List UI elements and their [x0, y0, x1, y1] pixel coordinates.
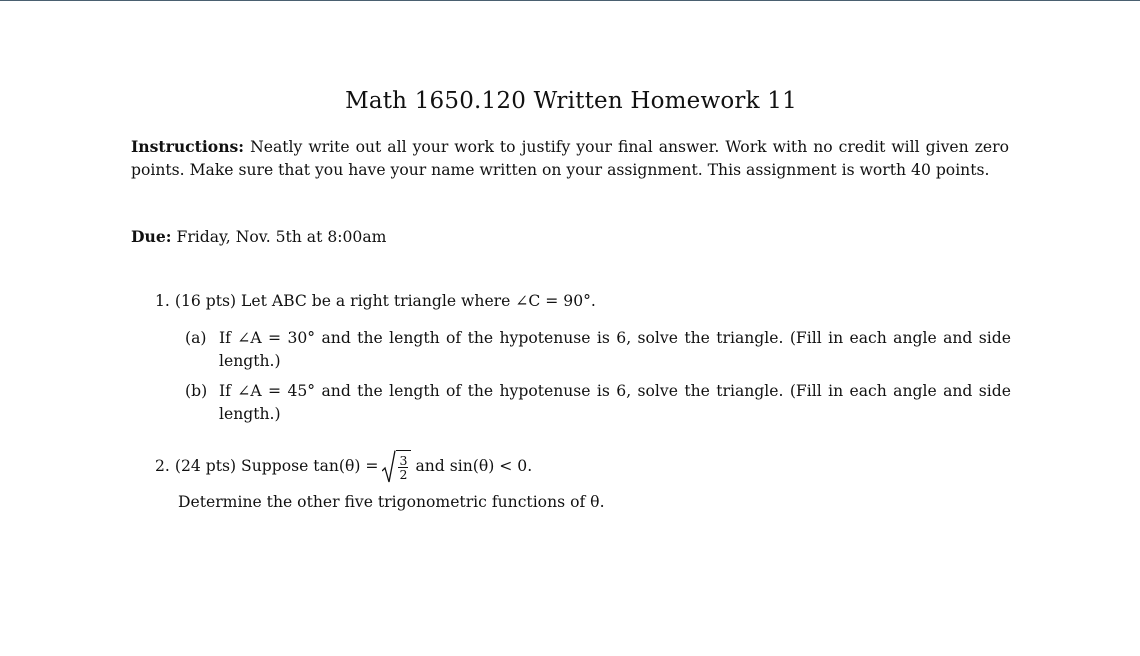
window-top-border — [0, 0, 1140, 1]
problem-2-text-before: (24 pts) Suppose tan(θ) = — [174, 457, 379, 475]
due-date — [131, 226, 386, 248]
fraction-denominator: 2 — [399, 467, 408, 482]
problem-1b-label: (b) — [185, 382, 208, 400]
instructions-label: Instructions: — [131, 137, 245, 156]
problem-1a — [185, 327, 1011, 372]
problem-1a-label: (a) — [185, 329, 207, 347]
problem-2-number: 2. — [155, 457, 170, 475]
problem-2 — [155, 446, 532, 486]
fraction-numerator: 3 — [399, 453, 408, 468]
instructions-text: Neatly write out all your work to justify your final answer. Work with no credit will given zero points. Make sure that you have your name written on your assignment. This assignment is worth 40 points. — [131, 138, 1009, 179]
square-root-expression — [382, 450, 411, 484]
due-label: Due: — [131, 227, 172, 246]
instructions-paragraph — [131, 136, 1009, 181]
page-title: Math 1650.120 Written Homework 11 — [345, 88, 797, 114]
problem-2-text-after: and sin(θ) < 0. — [415, 457, 533, 475]
fraction — [398, 454, 408, 481]
problem-1 — [155, 290, 596, 312]
problem-1b — [185, 380, 1011, 425]
radical-sign-icon — [382, 450, 396, 484]
problem-1b-text: If ∠A = 45° and the length of the hypotenuse is 6, solve the triangle. (Fill in each angle and side length.) — [219, 382, 1011, 423]
problem-2-followup: Determine the other five trigonometric functions of θ. — [178, 493, 605, 511]
problem-1-number: 1. — [155, 292, 170, 310]
problem-1-text: (16 pts) Let ABC be a right triangle where ∠C = 90°. — [174, 292, 596, 310]
problem-1a-text: If ∠A = 30° and the length of the hypotenuse is 6, solve the triangle. (Fill in each angle and side length.) — [219, 329, 1011, 370]
due-text: Friday, Nov. 5th at 8:00am — [176, 228, 387, 246]
